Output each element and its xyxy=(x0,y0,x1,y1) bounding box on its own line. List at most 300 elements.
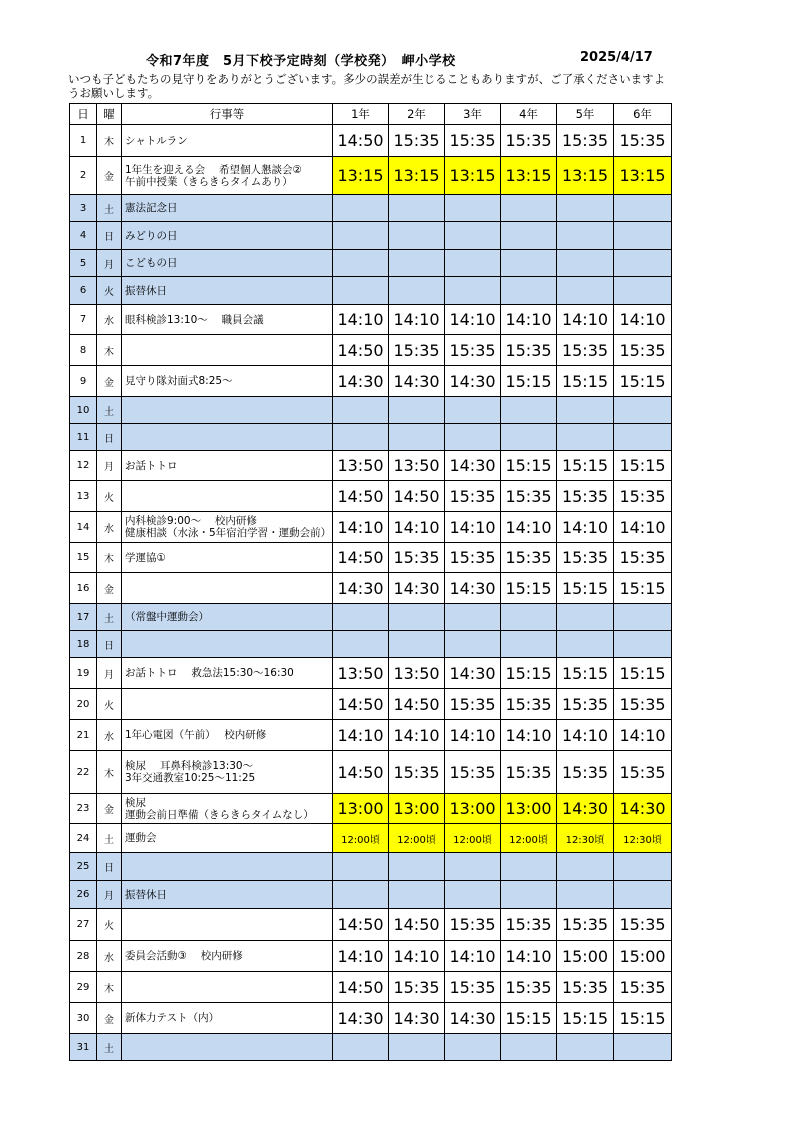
event-line: 憲法記念日 xyxy=(125,202,178,214)
time-cell-grade-1: 14:50 xyxy=(333,751,389,794)
time-cell-grade-1: 14:10 xyxy=(333,720,389,751)
weekday-cell: 土 xyxy=(97,604,122,631)
day-cell: 8 xyxy=(70,335,97,366)
time-cell-grade-5 xyxy=(557,631,614,658)
time-cell-grade-5: 15:35 xyxy=(557,909,614,941)
table-row xyxy=(70,1003,672,1034)
time-cell-grade-1: 13:50 xyxy=(333,451,389,481)
weekday-cell: 金 xyxy=(97,366,122,397)
issue-date: 2025/4/17 xyxy=(580,50,653,65)
weekday-cell: 月 xyxy=(97,250,122,277)
header-day: 日 xyxy=(70,104,97,125)
event-cell xyxy=(122,853,333,881)
event-line: 振替休日 xyxy=(125,888,167,901)
time-cell-grade-4: 15:35 xyxy=(501,481,557,512)
weekday-cell: 木 xyxy=(97,335,122,366)
time-cell-grade-1 xyxy=(333,604,389,631)
event-cell xyxy=(122,250,333,277)
time-cell-grade-1 xyxy=(333,195,389,222)
time-cell-grade-4 xyxy=(501,881,557,909)
time-cell-grade-6 xyxy=(614,853,672,881)
weekday-cell: 水 xyxy=(97,720,122,751)
event-line: お話トトロ 救急法15:30～16:30 xyxy=(125,667,294,679)
time-cell-grade-5: 15:35 xyxy=(557,689,614,720)
time-cell-grade-5 xyxy=(557,222,614,250)
time-cell-grade-5 xyxy=(557,397,614,424)
day-cell: 5 xyxy=(70,250,97,277)
time-cell-grade-1: 14:50 xyxy=(333,335,389,366)
table-row xyxy=(70,689,672,720)
time-cell-grade-2: 15:35 xyxy=(389,335,445,366)
table-row xyxy=(70,972,672,1003)
time-cell-grade-3: 15:35 xyxy=(445,689,501,720)
header-grade-6: 6年 xyxy=(614,104,672,125)
time-cell-grade-2 xyxy=(389,424,445,451)
event-line: 3年交通教室10:25～11:25 xyxy=(125,772,256,784)
day-cell: 13 xyxy=(70,481,97,512)
table-row xyxy=(70,751,672,794)
table-row xyxy=(70,853,672,881)
event-line: 1年生を迎える会 希望個人懇談会② xyxy=(125,163,302,176)
event-cell xyxy=(122,424,333,451)
table-row xyxy=(70,909,672,941)
time-cell-grade-2: 15:35 xyxy=(389,751,445,794)
event-cell xyxy=(122,751,333,794)
time-cell-grade-4: 15:35 xyxy=(501,972,557,1003)
time-cell-grade-4: 13:15 xyxy=(501,157,557,195)
day-cell: 15 xyxy=(70,543,97,573)
header-weekday: 曜 xyxy=(97,104,122,125)
time-cell-grade-6: 15:15 xyxy=(614,366,672,397)
day-cell: 30 xyxy=(70,1003,97,1034)
time-cell-grade-4 xyxy=(501,1034,557,1061)
table-row xyxy=(70,824,672,853)
event-line: 振替休日 xyxy=(125,284,167,297)
weekday-cell: 金 xyxy=(97,1003,122,1034)
time-cell-grade-3 xyxy=(445,853,501,881)
event-cell xyxy=(122,941,333,972)
weekday-cell: 木 xyxy=(97,972,122,1003)
table-row xyxy=(70,941,672,972)
event-cell xyxy=(122,1034,333,1061)
time-cell-grade-3: 13:00 xyxy=(445,794,501,824)
table-row xyxy=(70,125,672,157)
day-cell: 18 xyxy=(70,631,97,658)
day-cell: 26 xyxy=(70,881,97,909)
time-cell-grade-2: 14:10 xyxy=(389,512,445,543)
event-cell xyxy=(122,543,333,573)
time-cell-grade-3 xyxy=(445,277,501,305)
time-cell-grade-6: 14:30 xyxy=(614,794,672,824)
time-cell-grade-4: 15:15 xyxy=(501,658,557,689)
time-cell-grade-6: 15:15 xyxy=(614,451,672,481)
time-cell-grade-3: 14:10 xyxy=(445,512,501,543)
time-cell-grade-5 xyxy=(557,424,614,451)
table-row xyxy=(70,631,672,658)
time-cell-grade-4: 15:15 xyxy=(501,366,557,397)
time-cell-grade-3: 14:30 xyxy=(445,573,501,604)
time-cell-grade-2 xyxy=(389,631,445,658)
event-cell xyxy=(122,604,333,631)
day-cell: 27 xyxy=(70,909,97,941)
table-row xyxy=(70,794,672,824)
time-cell-grade-6: 12:30頃 xyxy=(614,824,672,853)
event-cell xyxy=(122,366,333,397)
time-cell-grade-6: 15:35 xyxy=(614,972,672,1003)
time-cell-grade-4: 15:15 xyxy=(501,573,557,604)
event-cell xyxy=(122,451,333,481)
time-cell-grade-2: 15:35 xyxy=(389,125,445,157)
time-cell-grade-6: 15:35 xyxy=(614,909,672,941)
weekday-cell: 木 xyxy=(97,751,122,794)
time-cell-grade-2: 14:10 xyxy=(389,305,445,335)
time-cell-grade-5: 15:35 xyxy=(557,972,614,1003)
time-cell-grade-6: 15:15 xyxy=(614,658,672,689)
time-cell-grade-5: 14:10 xyxy=(557,305,614,335)
time-cell-grade-2: 13:15 xyxy=(389,157,445,195)
event-line: 内科検診9:00～ 校内研修 xyxy=(125,515,257,527)
day-cell: 24 xyxy=(70,824,97,853)
day-cell: 1 xyxy=(70,125,97,157)
event-cell xyxy=(122,658,333,689)
time-cell-grade-6 xyxy=(614,424,672,451)
time-cell-grade-1: 14:10 xyxy=(333,512,389,543)
time-cell-grade-1: 14:50 xyxy=(333,481,389,512)
time-cell-grade-3: 15:35 xyxy=(445,543,501,573)
time-cell-grade-1: 14:50 xyxy=(333,972,389,1003)
event-cell xyxy=(122,824,333,853)
time-cell-grade-3 xyxy=(445,195,501,222)
time-cell-grade-3 xyxy=(445,424,501,451)
table-row xyxy=(70,1034,672,1061)
time-cell-grade-6: 15:15 xyxy=(614,573,672,604)
intro-note: いつも子どもたちの見守りをありがとうございます。多少の誤差が生じることもありますが、ご了承くださいますようお願いします。 xyxy=(68,72,666,100)
time-cell-grade-6 xyxy=(614,1034,672,1061)
header-grade-1: 1年 xyxy=(333,104,389,125)
time-cell-grade-1 xyxy=(333,222,389,250)
time-cell-grade-1: 14:50 xyxy=(333,689,389,720)
time-cell-grade-4: 12:00頃 xyxy=(501,824,557,853)
table-row xyxy=(70,305,672,335)
time-cell-grade-6: 15:35 xyxy=(614,125,672,157)
weekday-cell: 月 xyxy=(97,451,122,481)
time-cell-grade-6 xyxy=(614,195,672,222)
event-line: 1年心電図（午前） 校内研修 xyxy=(125,729,267,741)
time-cell-grade-4 xyxy=(501,222,557,250)
time-cell-grade-5: 15:15 xyxy=(557,366,614,397)
day-cell: 28 xyxy=(70,941,97,972)
time-cell-grade-6 xyxy=(614,397,672,424)
page-title: 令和7年度 5月下校予定時刻（学校発） 岬小学校 xyxy=(146,54,456,69)
dismissal-schedule-table xyxy=(69,103,672,1061)
time-cell-grade-4: 13:00 xyxy=(501,794,557,824)
weekday-cell: 金 xyxy=(97,794,122,824)
event-cell xyxy=(122,909,333,941)
event-cell xyxy=(122,125,333,157)
time-cell-grade-3 xyxy=(445,250,501,277)
table-row xyxy=(70,604,672,631)
time-cell-grade-5: 15:35 xyxy=(557,543,614,573)
time-cell-grade-5 xyxy=(557,195,614,222)
event-line: 検尿 xyxy=(125,796,146,809)
weekday-cell: 金 xyxy=(97,157,122,195)
time-cell-grade-6: 15:35 xyxy=(614,481,672,512)
day-cell: 19 xyxy=(70,658,97,689)
time-cell-grade-1 xyxy=(333,853,389,881)
event-line: みどりの日 xyxy=(125,229,178,242)
event-cell xyxy=(122,222,333,250)
time-cell-grade-4: 15:35 xyxy=(501,689,557,720)
table-row xyxy=(70,512,672,543)
event-cell xyxy=(122,631,333,658)
time-cell-grade-6 xyxy=(614,631,672,658)
time-cell-grade-3: 15:35 xyxy=(445,909,501,941)
time-cell-grade-4: 14:10 xyxy=(501,720,557,751)
table-row xyxy=(70,481,672,512)
time-cell-grade-5: 15:15 xyxy=(557,658,614,689)
time-cell-grade-6 xyxy=(614,222,672,250)
time-cell-grade-5: 15:15 xyxy=(557,573,614,604)
time-cell-grade-3: 15:35 xyxy=(445,751,501,794)
table-row xyxy=(70,250,672,277)
day-cell: 16 xyxy=(70,573,97,604)
time-cell-grade-1: 12:00頃 xyxy=(333,824,389,853)
table-row xyxy=(70,881,672,909)
event-cell xyxy=(122,335,333,366)
time-cell-grade-5: 15:00 xyxy=(557,941,614,972)
time-cell-grade-3 xyxy=(445,1034,501,1061)
time-cell-grade-1 xyxy=(333,397,389,424)
time-cell-grade-2 xyxy=(389,1034,445,1061)
time-cell-grade-1: 14:10 xyxy=(333,305,389,335)
time-cell-grade-3: 14:30 xyxy=(445,366,501,397)
weekday-cell: 木 xyxy=(97,543,122,573)
time-cell-grade-4 xyxy=(501,397,557,424)
time-cell-grade-6: 15:35 xyxy=(614,335,672,366)
time-cell-grade-3: 14:30 xyxy=(445,451,501,481)
event-line: こどもの日 xyxy=(125,257,178,269)
time-cell-grade-2: 15:35 xyxy=(389,543,445,573)
event-cell xyxy=(122,512,333,543)
time-cell-grade-3 xyxy=(445,397,501,424)
time-cell-grade-1 xyxy=(333,250,389,277)
time-cell-grade-4: 15:15 xyxy=(501,451,557,481)
time-cell-grade-4 xyxy=(501,250,557,277)
table-row xyxy=(70,397,672,424)
time-cell-grade-1: 13:15 xyxy=(333,157,389,195)
event-cell xyxy=(122,397,333,424)
time-cell-grade-5 xyxy=(557,277,614,305)
time-cell-grade-1 xyxy=(333,631,389,658)
time-cell-grade-3: 13:15 xyxy=(445,157,501,195)
time-cell-grade-2: 13:50 xyxy=(389,658,445,689)
time-cell-grade-1 xyxy=(333,424,389,451)
weekday-cell: 火 xyxy=(97,481,122,512)
time-cell-grade-2: 14:50 xyxy=(389,689,445,720)
time-cell-grade-5: 14:30 xyxy=(557,794,614,824)
time-cell-grade-2 xyxy=(389,604,445,631)
event-line: 検尿 耳鼻科検診13:30～ xyxy=(125,760,254,772)
time-cell-grade-4: 14:10 xyxy=(501,305,557,335)
weekday-cell: 土 xyxy=(97,397,122,424)
time-cell-grade-2: 14:10 xyxy=(389,720,445,751)
time-cell-grade-2 xyxy=(389,853,445,881)
event-line: 運動会前日準備（きらきらタイムなし） xyxy=(125,808,314,821)
table-row xyxy=(70,720,672,751)
time-cell-grade-5: 15:15 xyxy=(557,451,614,481)
time-cell-grade-5 xyxy=(557,604,614,631)
time-cell-grade-3 xyxy=(445,222,501,250)
event-line: 学運協① xyxy=(125,551,166,564)
weekday-cell: 水 xyxy=(97,305,122,335)
time-cell-grade-6 xyxy=(614,881,672,909)
time-cell-grade-2: 13:00 xyxy=(389,794,445,824)
table-row xyxy=(70,424,672,451)
time-cell-grade-3 xyxy=(445,631,501,658)
time-cell-grade-6: 15:35 xyxy=(614,543,672,573)
table-header-row xyxy=(70,104,672,125)
table-row xyxy=(70,543,672,573)
time-cell-grade-4: 14:10 xyxy=(501,941,557,972)
event-cell xyxy=(122,794,333,824)
table-row xyxy=(70,658,672,689)
header-grade-3: 3年 xyxy=(445,104,501,125)
event-line: シャトルラン xyxy=(125,134,188,147)
time-cell-grade-3: 12:00頃 xyxy=(445,824,501,853)
event-line: 眼科検診13:10～ 職員会議 xyxy=(125,313,264,326)
weekday-cell: 日 xyxy=(97,424,122,451)
day-cell: 14 xyxy=(70,512,97,543)
weekday-cell: 日 xyxy=(97,222,122,250)
time-cell-grade-4: 15:35 xyxy=(501,909,557,941)
weekday-cell: 日 xyxy=(97,631,122,658)
time-cell-grade-1: 14:10 xyxy=(333,941,389,972)
event-line: 見守り隊対面式8:25～ xyxy=(125,375,233,387)
event-line: 午前中授業（きらきらタイムあり） xyxy=(125,175,293,188)
table-row xyxy=(70,222,672,250)
time-cell-grade-2: 14:50 xyxy=(389,909,445,941)
day-cell: 9 xyxy=(70,366,97,397)
weekday-cell: 月 xyxy=(97,658,122,689)
time-cell-grade-2: 14:30 xyxy=(389,1003,445,1034)
time-cell-grade-4: 15:35 xyxy=(501,125,557,157)
time-cell-grade-3: 15:35 xyxy=(445,972,501,1003)
time-cell-grade-2: 14:30 xyxy=(389,366,445,397)
time-cell-grade-2: 15:35 xyxy=(389,972,445,1003)
time-cell-grade-5 xyxy=(557,250,614,277)
time-cell-grade-3: 14:10 xyxy=(445,941,501,972)
time-cell-grade-5: 13:15 xyxy=(557,157,614,195)
day-cell: 11 xyxy=(70,424,97,451)
time-cell-grade-1: 14:30 xyxy=(333,1003,389,1034)
time-cell-grade-6: 15:15 xyxy=(614,1003,672,1034)
time-cell-grade-5 xyxy=(557,1034,614,1061)
event-cell xyxy=(122,305,333,335)
time-cell-grade-2: 14:30 xyxy=(389,573,445,604)
day-cell: 29 xyxy=(70,972,97,1003)
event-cell xyxy=(122,277,333,305)
time-cell-grade-6 xyxy=(614,604,672,631)
weekday-cell: 土 xyxy=(97,1034,122,1061)
time-cell-grade-6: 15:00 xyxy=(614,941,672,972)
weekday-cell: 水 xyxy=(97,512,122,543)
day-cell: 2 xyxy=(70,157,97,195)
header-grade-5: 5年 xyxy=(557,104,614,125)
weekday-cell: 金 xyxy=(97,573,122,604)
event-line: お話トトロ xyxy=(125,459,178,472)
time-cell-grade-4 xyxy=(501,604,557,631)
weekday-cell: 火 xyxy=(97,909,122,941)
time-cell-grade-5: 15:35 xyxy=(557,751,614,794)
time-cell-grade-4 xyxy=(501,277,557,305)
day-cell: 17 xyxy=(70,604,97,631)
table-row xyxy=(70,451,672,481)
event-line: 委員会活動③ 校内研修 xyxy=(125,950,243,962)
time-cell-grade-3: 15:35 xyxy=(445,335,501,366)
event-cell xyxy=(122,881,333,909)
event-line: 健康相談（水泳・5年宿泊学習・運動会前） xyxy=(125,527,332,539)
time-cell-grade-5: 15:35 xyxy=(557,125,614,157)
time-cell-grade-3: 14:30 xyxy=(445,658,501,689)
header-events: 行事等 xyxy=(122,104,333,125)
table-row xyxy=(70,195,672,222)
weekday-cell: 木 xyxy=(97,125,122,157)
time-cell-grade-2: 12:00頃 xyxy=(389,824,445,853)
day-cell: 31 xyxy=(70,1034,97,1061)
table-row xyxy=(70,335,672,366)
day-cell: 4 xyxy=(70,222,97,250)
time-cell-grade-5: 15:35 xyxy=(557,481,614,512)
time-cell-grade-1 xyxy=(333,1034,389,1061)
time-cell-grade-2 xyxy=(389,881,445,909)
weekday-cell: 水 xyxy=(97,941,122,972)
time-cell-grade-5: 14:10 xyxy=(557,720,614,751)
day-cell: 23 xyxy=(70,794,97,824)
event-cell xyxy=(122,573,333,604)
time-cell-grade-5: 14:10 xyxy=(557,512,614,543)
time-cell-grade-1: 14:50 xyxy=(333,125,389,157)
time-cell-grade-5: 15:15 xyxy=(557,1003,614,1034)
time-cell-grade-3: 15:35 xyxy=(445,125,501,157)
weekday-cell: 月 xyxy=(97,881,122,909)
event-cell xyxy=(122,1003,333,1034)
time-cell-grade-4 xyxy=(501,424,557,451)
event-line: 運動会 xyxy=(125,832,157,844)
day-cell: 22 xyxy=(70,751,97,794)
day-cell: 6 xyxy=(70,277,97,305)
weekday-cell: 火 xyxy=(97,689,122,720)
time-cell-grade-2 xyxy=(389,250,445,277)
time-cell-grade-4 xyxy=(501,631,557,658)
day-cell: 7 xyxy=(70,305,97,335)
header-grade-4: 4年 xyxy=(501,104,557,125)
header-grade-2: 2年 xyxy=(389,104,445,125)
time-cell-grade-4: 15:35 xyxy=(501,543,557,573)
time-cell-grade-4: 15:15 xyxy=(501,1003,557,1034)
event-cell xyxy=(122,689,333,720)
time-cell-grade-4 xyxy=(501,853,557,881)
time-cell-grade-4 xyxy=(501,195,557,222)
time-cell-grade-6: 14:10 xyxy=(614,720,672,751)
time-cell-grade-1: 13:00 xyxy=(333,794,389,824)
time-cell-grade-1: 13:50 xyxy=(333,658,389,689)
weekday-cell: 土 xyxy=(97,195,122,222)
event-line: （常盤中運動会） xyxy=(125,611,209,623)
event-line: 新体力テスト（内） xyxy=(125,1012,220,1024)
time-cell-grade-6: 15:35 xyxy=(614,751,672,794)
weekday-cell: 土 xyxy=(97,824,122,853)
time-cell-grade-1 xyxy=(333,881,389,909)
